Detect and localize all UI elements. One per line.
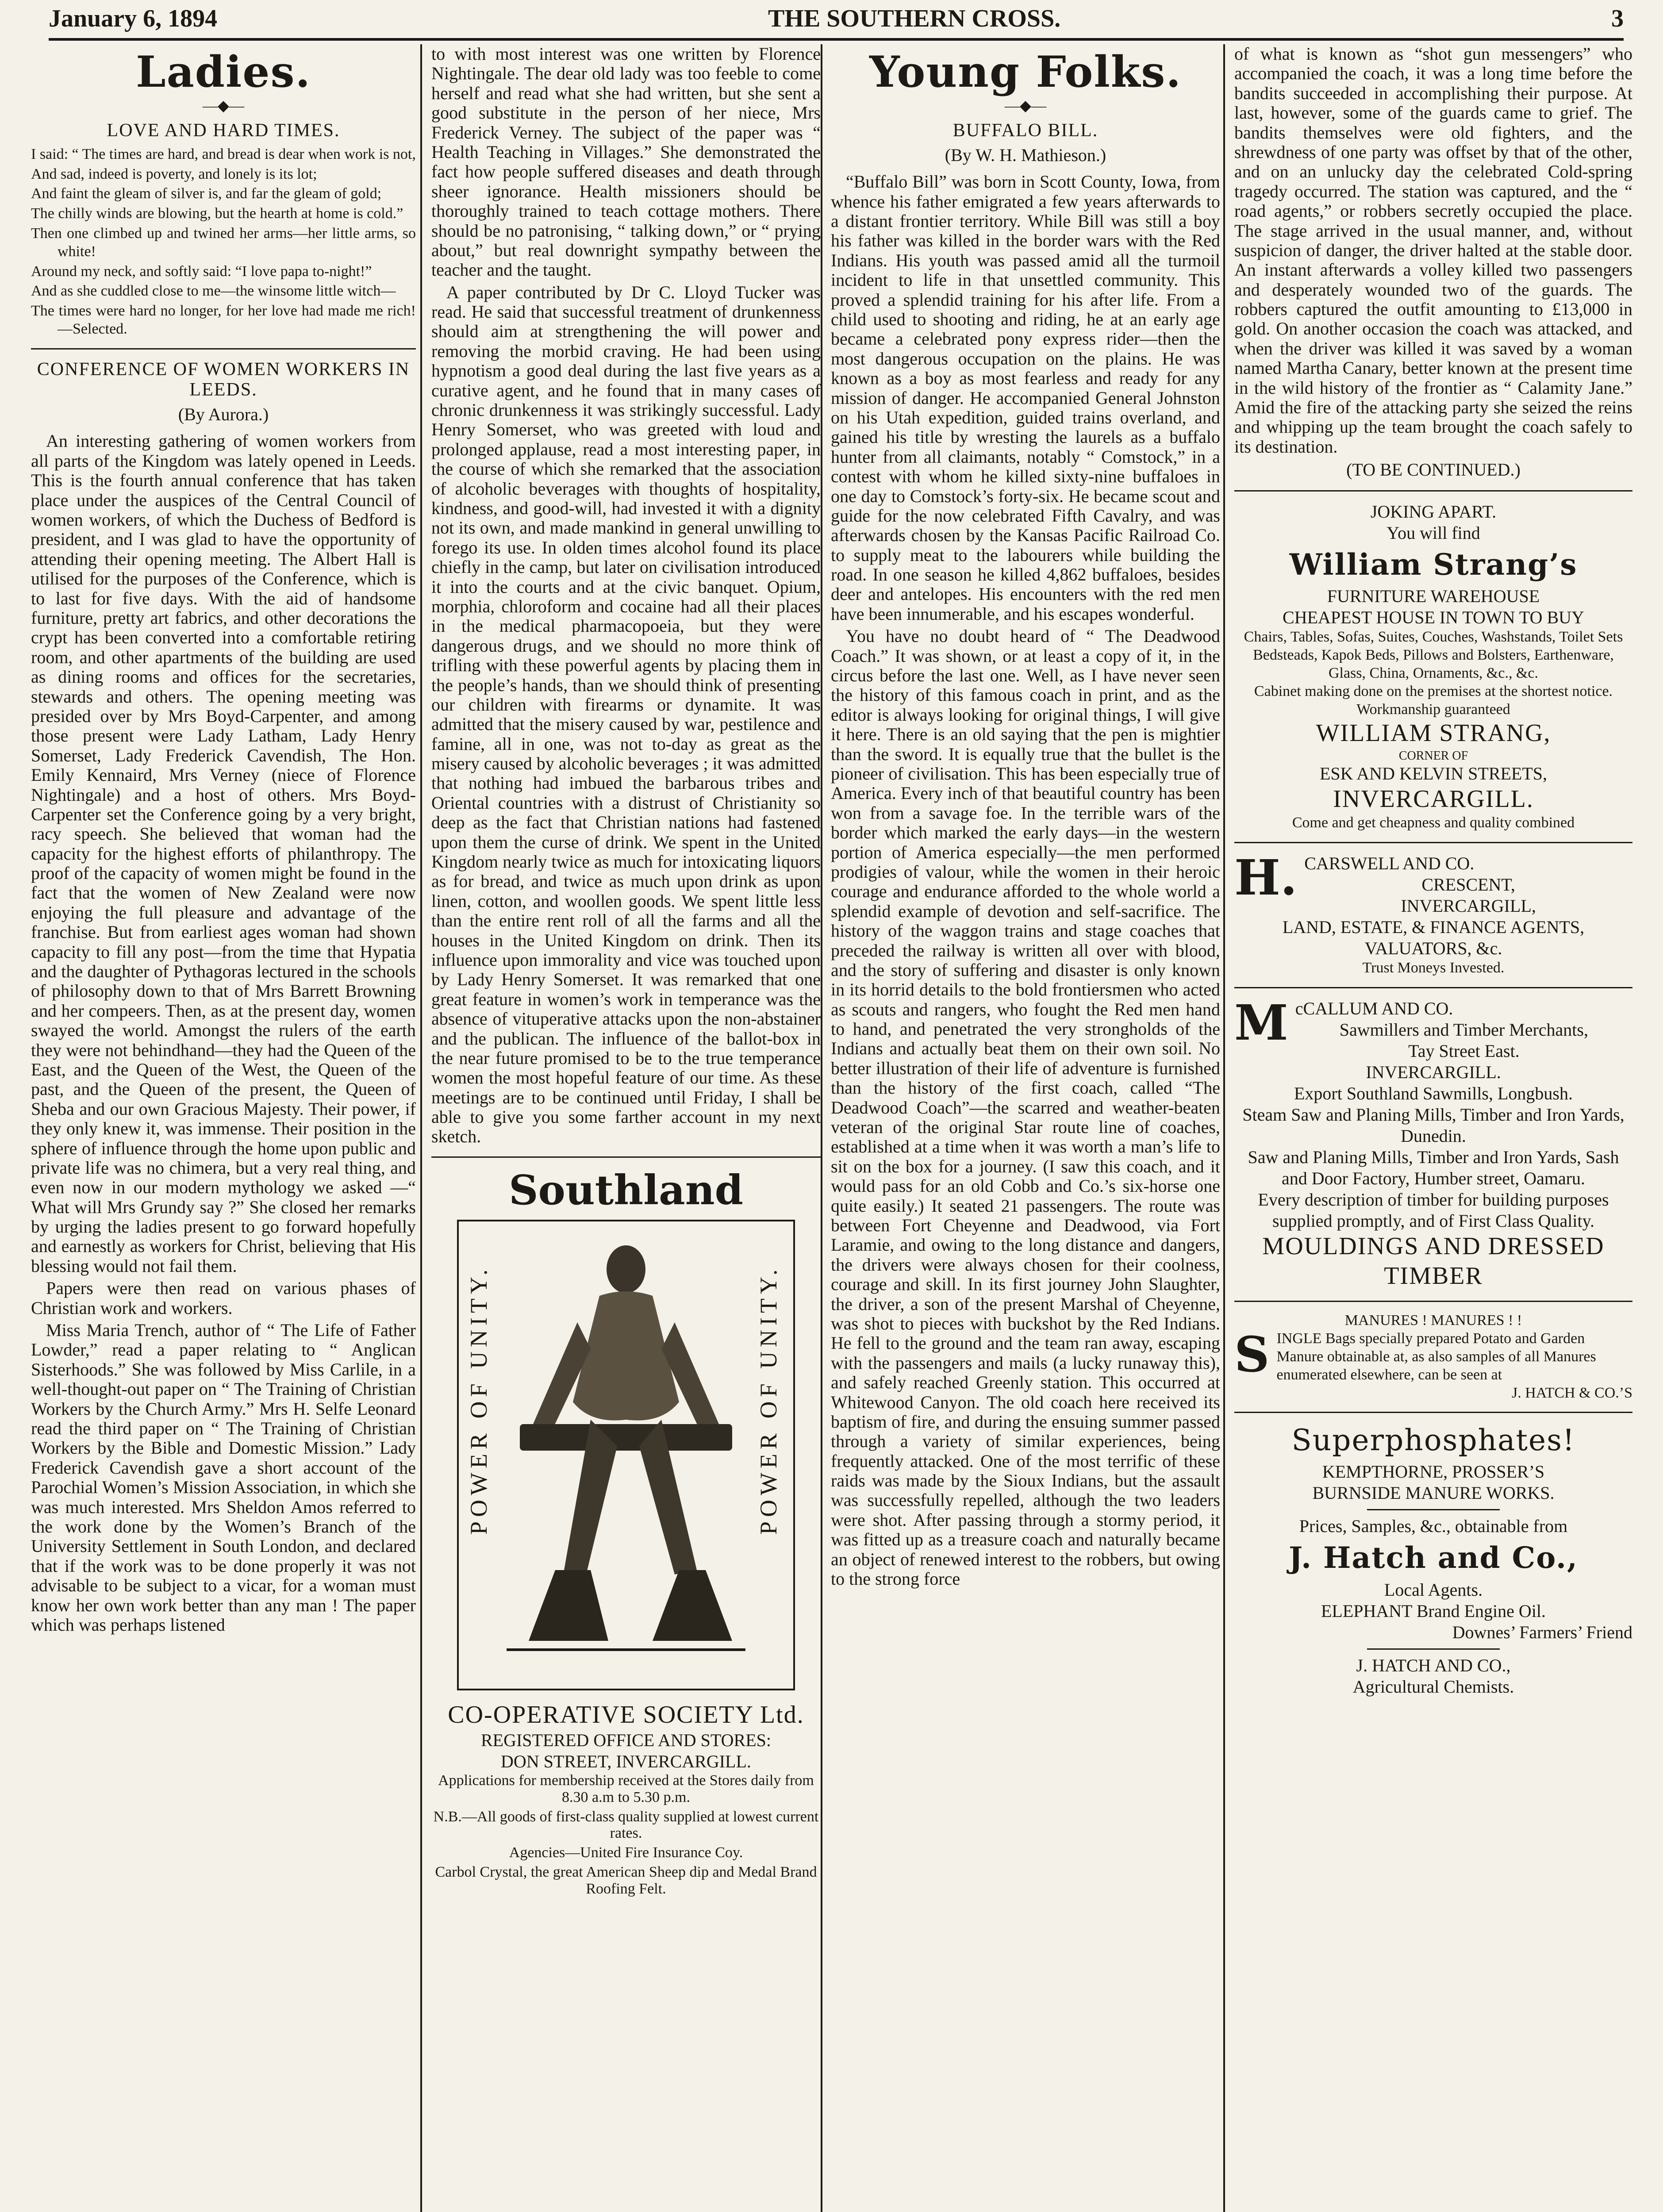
carswell-name: CARSWELL AND CO. xyxy=(1304,853,1475,874)
mccallum-line: Export Southland Sawmills, Longbush. xyxy=(1294,1083,1573,1103)
mccallum-line: Every description of timber for building purposes supplied promptly, and of First Class Quality. xyxy=(1258,1189,1609,1231)
section-divider xyxy=(431,1156,821,1158)
section-divider xyxy=(31,348,416,349)
strang-name: William Strang’s xyxy=(1289,547,1578,582)
section-divider xyxy=(1234,1301,1632,1302)
strang-cheapest: CHEAPEST HOUSE IN TOWN TO BUY xyxy=(1283,607,1584,628)
column-3 xyxy=(831,44,1220,2212)
article-paragraph: Papers were then read on various phases of Christian work and workers. xyxy=(31,1278,416,1318)
superphosphates-elephant: ELEPHANT Brand Engine Oil. xyxy=(1321,1601,1546,1621)
poem-line: And as she cuddled close to me—the winsome little witch— xyxy=(31,283,396,300)
strang-warehouse: FURNITURE WAREHOUSE xyxy=(1327,586,1540,607)
manures-heading: MANURES ! MANURES ! ! xyxy=(1344,1312,1522,1329)
carswell-agents: LAND, ESTATE, & FINANCE AGENTS, xyxy=(1282,917,1585,937)
membership-note: Applications for membership received at the Stores daily from 8.30 a.m to 5.30 p.m. xyxy=(438,1772,814,1805)
strang-streets: ESK AND KELVIN STREETS, xyxy=(1319,764,1548,784)
buffalo-bill-title: BUFFALO BILL. xyxy=(952,120,1098,141)
young-folks-heading: Young Folks. xyxy=(869,47,1182,97)
mccallum-name: cCALLUM AND CO. xyxy=(1295,998,1453,1018)
newspaper-title: THE SOUTHERN CROSS. xyxy=(768,5,1061,32)
superphosphates-works-1: KEMPTHORNE, PROSSER’S xyxy=(1322,1462,1545,1482)
quality-note: N.B.—All goods of first-class quality supplied at lowest current rates. xyxy=(433,1808,819,1842)
poem-line: I said: “ The times are hard, and bread is dear when work is not, xyxy=(31,146,416,162)
carswell-valuators: VALUATORS, &c. xyxy=(1364,938,1502,959)
mccallum-line: Saw and Planing Mills, Timber and Iron Yards, Sash and Door Factory, Humber street, Oamaru. xyxy=(1248,1147,1619,1188)
strang-town: INVERCARGILL. xyxy=(1333,785,1534,813)
poem xyxy=(31,146,416,338)
article-byline: (By Aurora.) xyxy=(178,404,269,425)
article-paragraph: An interesting gathering of women workers from all parts of the Kingdom was lately opened in Leeds. This is the fourth annual conference that has taken place under the auspices of the Central Council of women workers, of which the Duchess of Bedford is president, and I was glad to have the opportunity of attending their opening meeting. The Albert Hall is utilised for the purposes of the Conference, which is to last for five days. With the aid of handsome furniture, pretty art fabrics, and other decorations the crypt has been converted into a comfortable retiring room, and other apartments of the building are used as dining rooms and offices for the secretaries, stewards and others. The opening meeting was presided over by Mrs Boyd-Carpenter, and among those present were Lady Latham, Lady Henry Somerset, Lady Frederick Cavendish, The Hon. Emily Kennaird, Mrs Verney (niece of Florence Nightingale) and a host of others. Mrs Boyd-Carpenter set the Conference going by a very bright, racy speech. She believed that woman had the capacity for the highest efforts of philanthropy. The proof of the capacity of women might be found in the fact that the women of New Zealand were now enjoying the full pleasure and advantage of the franchise. But from earliest ages woman had shown capacity to fill any post—from the time that Hypatia and the daughter of Pythagoras lectured in the schools of philosophy down to that of Mrs Barrett Browning and her compeers. Then, as at the present day, women swayed the world. Amongst the rulers of the earth they were not behindhand—they had the Queen of the East, and the Queen of the West, the Queen of the past, and the Queen of the present, the Queen of Sheba and our own Gracious Majesty. Their power, if they only knew it, was immense. Their position in the sphere of influence through the home upon public and private life was no chimera, but a very real thing, and even now in our modern mythology we asked —“ What will Mrs Grundy say ?” She closed her remarks by urging the ladies present to go forward hopefully and earnestly as workers for Christ, believing that His blessing would not fail them. xyxy=(31,431,416,1276)
superphosphates-company: J. HATCH AND CO., xyxy=(1356,1655,1511,1675)
story-paragraph: of what is known as “shot gun messengers” who accompanied the coach, it was a long time before the bandits succeeded in accomplishing their purpose. At last, however, some of the guards came to grief. The bandits themselves were old fighters, and the shrewdness of one party was offset by that of the other, and on an unlucky day the celebrated Cold-spring tragedy occurred. The station was captured, and the “ road agents,” or robbers secretly occupied the place. The stage arrived in the usual manner, and, without suspicion of danger, the driver halted at the stable door. An instant afterwards a volley killed two passengers and desperately wounded two of the guards. The robbers captured the outfit amounting to £13,000 in gold. On another occasion the coach was attacked, and when the driver was killed it was saved by a woman named Martha Canary, better known at the present time in the wild history of the frontier as “ Calamity Jane.” Amid the fire of the attacking party she seized the reins and whipping up the team brought the coach safely to its destination. xyxy=(1234,44,1632,457)
carswell-street: CRESCENT, xyxy=(1421,875,1515,895)
worker-emblem-icon xyxy=(431,1216,821,1694)
superphosphates-friend: Downes’ Farmers’ Friend xyxy=(1452,1622,1632,1642)
strang-cabinet: Cabinet making done on the premises at the shortest notice. Workmanship guaranteed xyxy=(1254,683,1613,718)
manures-initial: S xyxy=(1234,1326,1270,1383)
article-title: CONFERENCE OF WOMEN WORKERS IN LEEDS. xyxy=(37,359,410,400)
column-rule xyxy=(420,44,422,2212)
superphosphates-local: Local Agents. xyxy=(1384,1579,1483,1600)
manures-signature: J. HATCH & CO.’S xyxy=(1512,1384,1632,1401)
superphosphates-heading: Superphosphates! xyxy=(1291,1423,1575,1458)
carswell-town: INVERCARGILL, xyxy=(1401,896,1536,916)
section-divider xyxy=(1234,490,1632,492)
seal-illustration xyxy=(431,1216,821,1694)
strang-you-will-find: You will find xyxy=(1386,523,1480,543)
mccallum-initial: M xyxy=(1234,994,1288,1051)
strang-owner: WILLIAM STRANG, xyxy=(1316,719,1551,747)
superphosphates-works-2: BURNSIDE MANURE WORKS. xyxy=(1312,1483,1555,1503)
superphosphates-hatch: J. Hatch and Co., xyxy=(1288,1540,1579,1575)
carswell-initial: H. xyxy=(1234,849,1298,906)
section-divider xyxy=(1234,987,1632,988)
short-divider xyxy=(1367,1509,1500,1510)
story-paragraph: “Buffalo Bill” was born in Scott County, Iowa, from whence his father emigrated a few years afterwards to a distant frontier territory. While Bill was still a boy his father was killed in the border wars with the Red Indians. His youth was passed amid all the turmoil incident to life in that unsettled community. This proved a splendid training for his after life. From a child used to shooting and riding, he at an early age became a celebrated pony express rider—then the most dangerous occupation on the plains. He was known as a boy as most fearless and ready for any mission of danger. He accompanied General Johnston on his Utah expedition, guided trains overland, and gained his title by wresting the laurels as a buffalo hunter from all claimants, notably “ Comstock,” in a contest with whom he killed sixty-nine buffaloes in one day to Comstock’s forty-six. He became scout and guide for the now celebrated Fifth Cavalry, and was afterwards chosen by the Kansas Pacific Railroad Co. to supply meat to the labourers while building the road. In one season he killed 4,862 buffaloes, besides deer and antelopes. His encounters with the red men have been innumerable, and his escapes wonderful. xyxy=(831,172,1220,624)
short-divider xyxy=(1367,1648,1500,1650)
superphosphates-chemists: Agricultural Chemists. xyxy=(1352,1676,1514,1697)
office-address: DON STREET, INVERCARGILL. xyxy=(501,1751,751,1772)
poem-line: And sad, indeed is poverty, and lonely is its lot; xyxy=(31,165,317,182)
page-number: 3 xyxy=(1611,5,1624,32)
manures-advertisement xyxy=(1234,1312,1632,1402)
superphosphates-prices: Prices, Samples, &c., obtainable from xyxy=(1299,1516,1568,1536)
section-divider xyxy=(1234,1412,1632,1413)
carswell-trust: Trust Moneys Invested. xyxy=(1362,960,1505,976)
poem-line: Around my neck, and softly said: “I love papa to-night!” xyxy=(31,263,372,280)
mccallum-line: Steam Saw and Planing Mills, Timber and Iron Yards, Dunedin. xyxy=(1242,1104,1625,1146)
power-of-unity-right: POWER OF UNITY. xyxy=(755,1265,782,1535)
southland-advertisement xyxy=(431,1167,821,1897)
poem-title: LOVE AND HARD TIMES. xyxy=(107,120,340,141)
strang-tagline: Come and get cheapness and quality combined xyxy=(1292,814,1575,831)
article-paragraph: to with most interest was one written by Florence Nightingale. The dear old lady was too feeble to come herself and read what she had written, but she sent a good substitute in the person of her niece, Mrs Frederick Verney. The subject of the paper was “ Health Teaching in Villages.” She demonstrated the fact how people suffered diseases and death through sheer ignorance. Health missioners should be thoroughly trained to teach cottage mothers. There should be no patronising, “ talking down,” or “ prying about,” but real downright sympathy between the teacher and the taught. xyxy=(431,44,821,280)
strang-advertisement xyxy=(1234,501,1632,832)
mccallum-town: INVERCARGILL. xyxy=(1366,1062,1501,1082)
section-divider xyxy=(1234,842,1632,843)
carswell-advertisement xyxy=(1234,849,1632,977)
strang-items: Chairs, Tables, Sofas, Suites, Couches, Washstands, Toilet Sets Bedsteads, Kapok Beds, Pillows and Bolsters, Earthenware, Glass, China, Ornaments, &c., &c. xyxy=(1244,629,1623,681)
mccallum-sawmillers: Sawmillers and Timber Merchants, xyxy=(1339,1019,1588,1040)
power-of-unity-left: POWER OF UNITY. xyxy=(465,1265,492,1535)
column-rule xyxy=(1223,44,1225,2212)
cooperative-society-name: CO-OPERATIVE SOCIETY Ltd. xyxy=(448,1701,804,1728)
strang-joking-apart: JOKING APART. xyxy=(1370,502,1497,522)
column-rule xyxy=(821,44,822,2212)
to-be-continued: (TO BE CONTINUED.) xyxy=(1346,460,1521,480)
story-paragraph: You have no doubt heard of “ The Deadwood Coach.” It was shown, or at least a copy of it, in the circus before the last one. Well, as I have never seen the history of this famous coach in print, and as the editor is always looking for original things, I will give it here. There is an old saying that the pen is mightier than the sword. It is equally true that the bullet is the pioneer of civilisation. This has been especially true of America. Every inch of that beautiful country has been won from a savage foe. In the terrible wars of the border which marked the early days—in the western portion of America especially—the men performed prodigies of valour, while the women in their heroic courage and endurance afforded to the whole world a splendid example of devotion and self-sacrifice. The history of the waggon trains and stage coaches that preceded the railway is written all over with blood, and the story of suffering and disaster is only known in its horrid details to the bold frontiersmen who acted as scouts and rangers, who fought the Red men hand to hand, and penetrated the very strongholds of the Indians and actually beat them on their own soil. No better illustration of their life of adventure is furnished than the history of the first coach, called “The Deadwood Coach”—the scarred and weather-beaten veteran of the original Star route line of coaches, established at a time when it was worth a man’s life to sit on the box for a journey. (I saw this coach, and it would pass for an old Cobb and Co.’s six-horse one quite easily.) It seated 21 passengers. The route was between Fort Cheyenne and Deadwood, via Fort Laramie, and owing to the long distance and dangers, the drivers were always chosen for their coolness, courage and skill. In its first journey John Slaughter, the driver, a son of the present Marshal of Cheyenne, was shot to pieces with buckshot by the Red Indians. He fell to the ground and the team ran away, escaping with the passengers and mails (a lucky runaway this), and safely reached Greenly station. This occurred at Whitewood Canyon. The old coach here received its baptism of fire, and during the ensuing summer passed through a variety of similar experiences, being frequently attacked. One of the most terrific of these raids was made by the Sioux Indians, but the assault was successfully repelled, although the two leaders were shot. After passing through a stormy period, it was fitted up as a treasure coach and naturally became an object of renewed interest to the robbers, but owing to the strong force xyxy=(831,626,1220,1589)
ornament-icon: —◆— xyxy=(1004,97,1047,114)
agencies-note: Agencies—United Fire Insurance Coy. xyxy=(509,1844,743,1861)
superphosphates-advertisement xyxy=(1234,1423,1632,1697)
column-4 xyxy=(1234,44,1632,2212)
article-paragraph: A paper contributed by Dr C. Lloyd Tucker was read. He said that successful treatment of drunkenness should aim at strengthening the will power and removing the morbid craving. He had been using hypnotism a good deal during the last five years as a curative agent, and he found that in many cases of chronic drunkenness it was strikingly successful. Lady Henry Somerset, who was greeted with loud and prolonged applause, read a most interesting paper, in the course of which she remarked that the association of alcoholic beverages with thoughts of hospitality, kindness, and good-will, had invested it with a dignity not its own, and made mankind in general unwilling to forego its use. In olden times alcohol found its place chiefly in the camp, but later on civilisation introduced it into the courts and at the civic banquet. Opium, morphia, chloroform and cocaine had all their places in the medical pharmacopoeia, but they were dangerous drugs, and we should no more think of trifling with these powerful agents by placing them in the people’s hands, than we should think of presenting our children with firearms or dynamite. It was admitted that the misery caused by war, pestilence and famine, all in one, was not to-day as great as the misery caused by alcoholic beverages ; it was admitted that nothing had imbued the barbarous tribes and Oriental countries with a distrust of Christianity so deep as the fact that Christian nations had fastened upon them the curse of drink. We spent in the United Kingdom nearly twice as much for intoxicating liquors as for bread, and twice as much upon drink as upon linen, cotton, and woollen goods. We spent little less than the entire rent roll of all the farms and all the houses in the United Kingdom on drink. Then its influence upon immorality and vice was touched upon by Lady Henry Somerset. It was remarked that one great feature in women’s work in temperance was the absence of vituperative attacks upon the non-abstainer and the publican. The influence of the ballot-box in the near future promised to be to the true temperance women the most hopeful feature of our time. As these meetings are to be continued until Friday, I shall be able to give you some farther account in my next sketch. xyxy=(431,282,821,1147)
issue-date: January 6, 1894 xyxy=(49,5,218,32)
poem-line: The times were hard no longer, for her love had made me rich!—Selected. xyxy=(31,303,416,338)
mccallum-advertisement xyxy=(1234,994,1632,1291)
column-1 xyxy=(31,44,416,2212)
masthead-rule xyxy=(49,38,1624,41)
poem-line: The chilly winds are blowing, but the hearth at home is cold.” xyxy=(31,205,403,222)
poem-line: And faint the gleam of silver is, and far the gleam of gold; xyxy=(31,185,382,202)
manures-text: INGLE Bags specially prepared Potato and Garden Manure obtainable at, as also samples of all Manures enumerated elsewhere, can be seen at xyxy=(1276,1330,1596,1383)
column-2 xyxy=(431,44,821,2212)
poem-line: Then one climbed up and twined her arms—her little arms, so white! xyxy=(31,225,416,260)
southland-heading: Southland xyxy=(509,1166,743,1214)
mccallum-mouldings: MOULDINGS AND DRESSED TIMBER xyxy=(1262,1232,1605,1290)
masthead xyxy=(49,4,1624,34)
mccallum-street: Tay Street East. xyxy=(1408,1041,1520,1061)
carbol-note: Carbol Crystal, the great American Sheep dip and Medal Brand Roofing Felt. xyxy=(435,1863,817,1897)
buffalo-bill-byline: (By W. H. Mathieson.) xyxy=(945,145,1106,165)
ladies-heading: Ladies. xyxy=(136,47,311,97)
article-paragraph: Miss Maria Trench, author of “ The Life of Father Lowder,” read a paper relating to “ Anglican Sisterhoods.” She was followed by Miss Carlile, in a well-thought-out paper on “ The Training of Christian Workers by the Church Army.” Mrs H. Selfe Leonard read the third paper on “ The Training of Christian Workers by the Bible and Domestic Mission.” Lady Frederick Cavendish gave a short account of the Parochial Women’s Mission Association, in which she was much interested. Mrs Sheldon Amos referred to the work done by the Women’s Branch of the University Settlement in South London, and declared that if the work was to be done properly it was not advisable to be subject to a vicar, for a woman must know her own work better than any man ! The paper which was perhaps listened xyxy=(31,1320,416,1635)
ornament-icon: —◆— xyxy=(202,97,245,114)
strang-corner-of: CORNER OF xyxy=(1398,749,1468,763)
registered-office: REGISTERED OFFICE AND STORES: xyxy=(480,1730,771,1751)
